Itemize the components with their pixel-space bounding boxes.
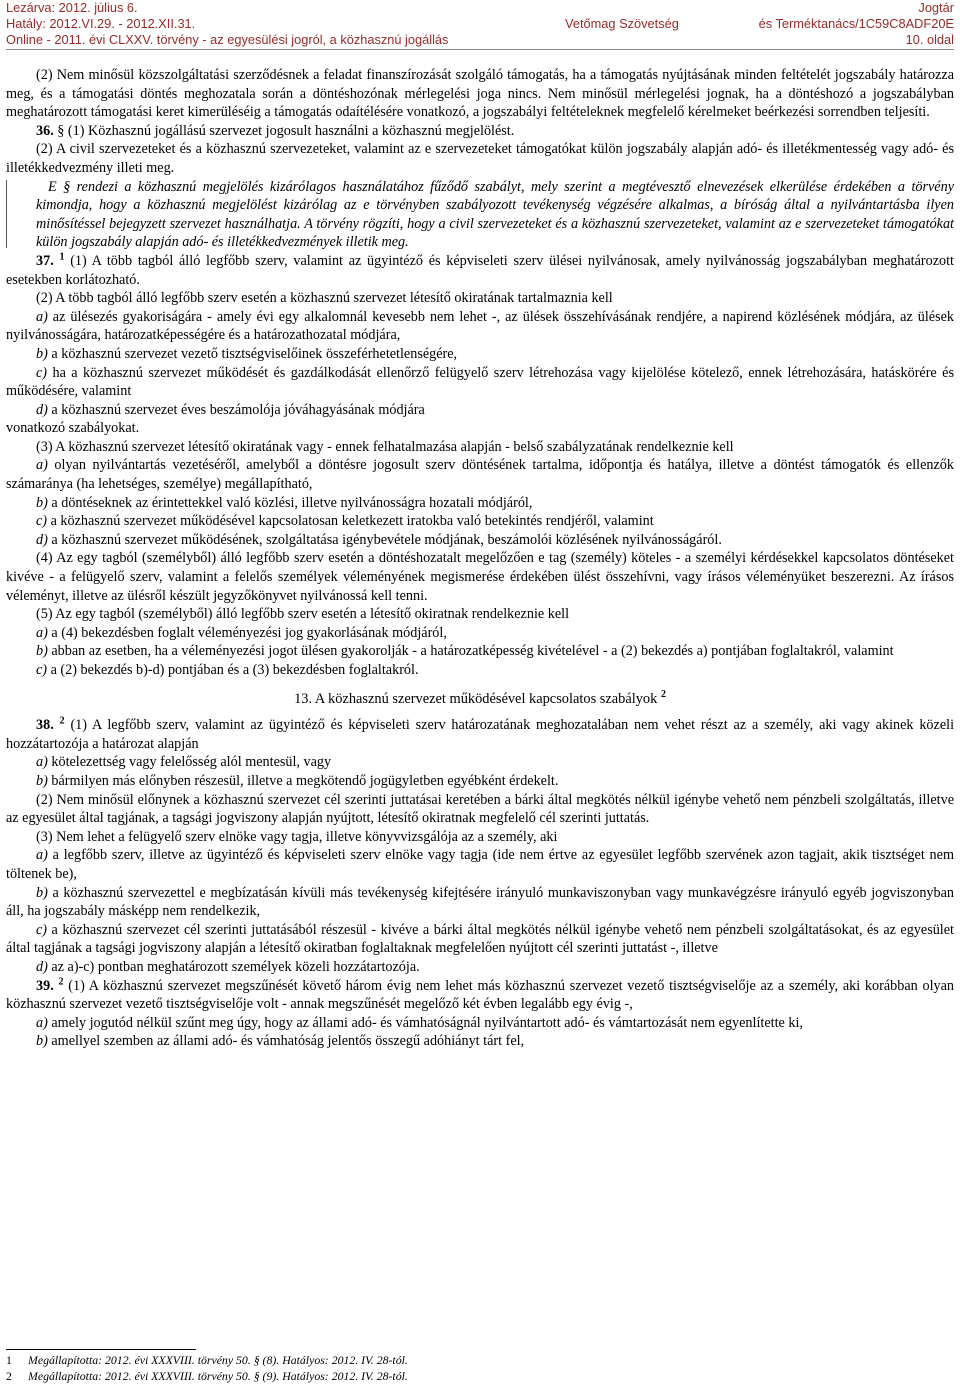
commentary-text: E § rendezi a közhasznú megjelölés kizárólagos használatához fűződő szabályt, mely szerint a megtévesztő elnevezések elkerülése érdekében a törvény kimondja, hogy a közhasznú megjelölést kizárólag az e törvényben szabályozott tevékenység végzésére alkalmas, a bíróság által a nyilvántartásba ilyen minősítéssel bejegyzett szervezet használhatja. A törvény rögzíti, hogy a civil szervezeteket és a közhasznú szervezeteket, valamint az e szervezeteket támogatókat külön jogszabály alapján adó- és illetékkedvezmények illetik meg. <box>36 178 954 251</box>
paragraph-text: (2) A civil szervezeteket és a közhasznú szervezeteket, valamint az e szervezeteket támogatókat külön jogszabály alapján adó- és illetékmentesség vagy adó- és illetékkedvezmény illeti meg. <box>6 141 954 176</box>
paragraph-text: abban az esetben, ha a véleményezési jogot ülésen gyakorolják - a határozatképesség kivételével - a (2) bekezdés a) pontjában foglaltakról, valamint <box>47 643 894 660</box>
paragraph-text: a közhasznú szervezet működésének, szolgáltatása igénybevétele módjának, beszámolói közlésének nyilvánosságáról. <box>47 531 722 548</box>
paragraph <box>6 921 954 958</box>
point-letter: a) <box>36 308 48 325</box>
paragraph <box>6 958 954 977</box>
paragraph-text: a döntéseknek az érintettekkel való közlési, illetve nyilvánosságra hozatali módjáról, <box>47 494 533 511</box>
document-body <box>6 66 954 1051</box>
paragraph <box>6 345 954 364</box>
section-heading-footnote-ref[interactable]: 2 <box>660 688 666 700</box>
header-right <box>714 0 954 50</box>
paragraph <box>6 289 954 308</box>
section-number: 37. <box>36 252 54 269</box>
point-letter: a) <box>36 1014 48 1031</box>
paragraph-text: (3) A közhasznú szervezet létesítő okiratának vagy - ennek felhatalmazása alapján - belső szabályzatának rendelkeznie kell <box>36 438 734 455</box>
footnote-text: Megállapította: 2012. évi XXXVIII. törvény 50. § (8). Hatályos: 2012. IV. 28-tól. <box>28 1353 408 1367</box>
paragraph-text: a (4) bekezdésben foglalt véleményezési jog gyakorlásának módjáról, <box>47 624 447 641</box>
paragraph-text: (5) Az egy tagból (személyből) álló legfőbb szerv esetén a létesítő okiratnak rendelkeznie kell <box>36 606 570 623</box>
footnote-ref[interactable]: 2 <box>59 715 65 727</box>
paragraph <box>6 531 954 550</box>
paragraph <box>6 605 954 624</box>
point-letter: a) <box>36 457 48 474</box>
paragraph <box>6 1032 954 1051</box>
paragraph <box>6 66 954 122</box>
paragraph <box>6 884 954 921</box>
paragraph <box>6 364 954 401</box>
point-letter: b) <box>36 494 48 511</box>
section-number: 38. <box>36 717 54 734</box>
paragraph <box>6 661 954 680</box>
point-letter: a) <box>36 624 48 641</box>
paragraph <box>6 791 954 828</box>
paragraph <box>6 846 954 883</box>
header-left <box>6 0 526 50</box>
paragraph-text: vonatkozó szabályokat. <box>6 420 140 437</box>
paragraph-text: (1) A közhasznú szervezet megszűnését követő három évig nem lehet más közhasznú szervezet vezető tisztségviselője az a személy, aki korábban olyan közhasznú szervezet vezető tisztségviselője volt - annak megszűnését megelőző két évben legalább egy évig -, <box>6 977 954 1013</box>
footnote-ref[interactable]: 1 <box>59 251 65 263</box>
paragraph-text: olyan nyilvántartás vezetéséről, amelyből a döntésre jogosult szerv döntésének tartalma, időpontja és hatálya, illetve a döntést támogatók és ellenzők számaránya (ha lehetséges, személye) megállapítható, <box>6 457 954 493</box>
paragraph <box>6 977 954 1014</box>
footnote-divider <box>6 1349 196 1350</box>
header-divider <box>6 49 954 50</box>
point-letter: d) <box>36 958 48 975</box>
paragraph-group-2 <box>6 252 954 680</box>
footnote-number: 2 <box>6 1369 12 1383</box>
paragraph-text: amellyel szemben az állami adó- és vámhatóság jelentős összegű adóhiányt tárt fel, <box>47 1033 525 1050</box>
commentary-note <box>6 178 954 252</box>
point-letter: c) <box>36 513 48 530</box>
paragraph-text: (2) Nem minősül előnynek a közhasznú szervezet cél szerinti juttatásai keretében a bárki által megkötés nélkül igénybe vehető nem pénzbeli szolgáltatás, illetve az egyesület által tagjának, a tagsági jogviszony alapján nyújtott, létesítő okiratnak megfelelő cél szerinti juttatás. <box>6 791 954 827</box>
paragraph-text: a közhasznú szervezet cél szerinti juttatásából részesül - kivéve a bárki által megkötés nélkül igénybe vehető nem pénzbeli szolgáltatásokat, és az egyesület által tagjának a tagsági jogviszony alapján a létesítő okiratban foglaltaknak megfelelően nyújtott cél szerinti juttatást -, illetve <box>6 921 954 957</box>
paragraph <box>6 772 954 791</box>
paragraph <box>6 401 954 420</box>
point-letter: b) <box>36 772 48 789</box>
paragraph <box>6 828 954 847</box>
section-heading-text: 13. A közhasznú szervezet működésével kapcsolatos szabályok <box>294 690 658 707</box>
section-heading <box>6 690 954 709</box>
paragraph <box>6 1014 954 1033</box>
paragraph-text: (4) Az egy tagból (személyből) álló legfőbb szerv esetén a döntéshozatalt megelőzően e tag (személy) köteles - a személyi kérdésekkel kapcsolatos döntéseket kivéve - a felügyelő szerv, valamint a felelős személyek véleményének megismerése érdekében ülést összehívni, vagy írásos véleményüket beszerezni. Az írásos véleményt, illetve az ülésről készült jegyzőkönyvet nyilvánossá kell tenni. <box>6 550 954 604</box>
commentary-bar <box>6 180 7 248</box>
paragraph-text: (2) A több tagból álló legfőbb szerv esetén a közhasznú szervezet létesítő okiratának tartalmaznia kell <box>36 290 613 307</box>
paragraph-text: a (2) bekezdés b)-d) pontjában és a (3) bekezdésben foglaltakról. <box>47 662 419 678</box>
point-letter: b) <box>36 643 48 660</box>
paragraph <box>6 494 954 513</box>
header-publisher: Jogtár <box>918 0 954 15</box>
point-letter: d) <box>36 531 48 548</box>
footnote-text: Megállapította: 2012. évi XXXVIII. törvény 50. § (9). Hatályos: 2012. IV. 28-tól. <box>28 1369 408 1383</box>
paragraph <box>6 642 954 661</box>
paragraph <box>6 419 954 438</box>
point-letter: c) <box>36 662 48 678</box>
point-letter: c) <box>36 921 48 938</box>
header-organization: Vetőmag Szövetség <box>565 16 679 31</box>
footnote <box>6 1368 408 1384</box>
point-letter: b) <box>36 884 48 901</box>
paragraph-text: ha a közhasznú szervezet működését és gazdálkodását ellenőrző felügyelő szerv létrehozása vagy kijelölése kötelező, ennek létrehozására, hatáskörére és működésére, valamint <box>6 364 954 400</box>
point-letter: a) <box>36 847 48 864</box>
paragraph <box>6 122 954 141</box>
paragraph <box>6 308 954 345</box>
paragraph <box>6 716 954 753</box>
paragraph-text: kötelezettség vagy felelősség alól mentesül, vagy <box>47 754 332 771</box>
paragraph-text: a közhasznú szervezettel e megbízatásán kívüli más tevékenység kifejtésére irányuló munkaviszonyban vagy munkavégzésre irányuló egyéb jogviszonyban áll, ha jogszabály másképp nem rendelkezik, <box>6 884 954 920</box>
paragraph-text: (3) Nem lehet a felügyelő szerv elnöke vagy tagja, illetve könyvvizsgálója az a személy, aki <box>36 828 558 845</box>
paragraph-text: (1) A több tagból álló legfőbb szerv, valamint az ügyintéző és képviseleti szerv ülései nyilvánosak, amely nyilvánosság jogszabályban meghatározott esetekben korlátozható. <box>6 252 954 288</box>
header-validity: Hatály: 2012.VI.29. - 2012.XII.31. <box>6 16 196 31</box>
point-letter: d) <box>36 401 48 418</box>
paragraph-text: a közhasznú szervezet vezető tisztségviselőinek összeférhetetlenségére, <box>47 345 458 362</box>
footnote-ref[interactable]: 2 <box>58 975 64 987</box>
paragraph-text: a közhasznú szervezet működésével kapcsolatosan keletkezett iratokba való betekintés rendjéről, valamint <box>47 513 654 530</box>
paragraph <box>6 512 954 531</box>
paragraph-text: amely jogutód nélkül szűnt meg úgy, hogy az állami adó- és vámhatóságnál nyilvántartott adó- és vámtartozását nem egyenlítette ki, <box>47 1014 803 1031</box>
paragraph <box>6 549 954 605</box>
point-letter: b) <box>36 1033 48 1050</box>
header-law-title: Online - 2011. évi CLXXV. törvény - az egyesülési jogról, a közhasznú jogállás <box>6 32 449 47</box>
paragraph <box>6 140 954 177</box>
paragraph-text: (1) A legfőbb szerv, valamint az ügyintéző és képviseleti szerv határozatának meghozatalában nem vehet részt az a személy, aki vagy akinek közeli hozzátartozója a határozat alapján <box>6 717 955 752</box>
paragraph-group-1 <box>6 66 954 178</box>
paragraph-group-3 <box>6 716 954 1051</box>
paragraph <box>6 438 954 457</box>
paragraph <box>6 624 954 643</box>
paragraph-text: § (1) Közhasznú jogállású szervezet jogosult használni a közhasznú megjelölést. <box>53 122 515 139</box>
paragraph-text: bármilyen más előnyben részesül, illetve a megkötendő jogügyletben egyébként érdekelt. <box>47 772 559 789</box>
paragraph-text: a legfőbb szerv, illetve az ügyintéző és képviseleti szerv elnöke vagy tagja (ide nem értve az egyesület legfőbb szervének azon tagjait, akik tisztséget nem töltenek be), <box>6 847 954 882</box>
header-document-id: és Terméktanács/1C59C8ADF20E <box>758 16 954 31</box>
point-letter: c) <box>36 364 48 381</box>
header-page-number: 10. oldal <box>905 32 954 47</box>
section-number: 36. <box>36 122 54 139</box>
point-letter: a) <box>36 754 48 771</box>
paragraph-text: az ülésezés gyakoriságára - amely évi egy alkalomnál kevesebb nem lehet -, az ülések összehívásának rendjére, a napirend közlésének módjára, az ülések nyilvánosságára, határozatképességére és a határozathozatal módjára, <box>6 308 954 344</box>
paragraph-text: a közhasznú szervezet éves beszámolója jóváhagyásának módjára <box>47 401 425 418</box>
paragraph-text: (2) Nem minősül közszolgáltatási szerződésnek a feladat finanszírozását szolgáló támogatás, ha a támogatás nyújtásának minden feltételét jogszabály határozza meg, és a támogatási döntés meghozatala során a döntéshozónak mérlegelési joga nincs. Nem minősül mérlegelési jognak, ha a döntéshozó a jogszabályban meghatározott támogatási keret kimerüléséig a támogatás odaítélésére vonatkozó, a jogszabályi feltételeknek megfelelő kérelmeket beérkezési sorrendben teljesíti. <box>6 67 954 121</box>
paragraph <box>6 252 954 289</box>
footnote <box>6 1352 408 1368</box>
paragraph <box>6 456 954 493</box>
header-closed-date: Lezárva: 2012. július 6. <box>6 0 138 15</box>
footnotes <box>6 1352 408 1384</box>
section-number: 39. <box>36 977 54 994</box>
footnote-number: 1 <box>6 1353 12 1367</box>
point-letter: b) <box>36 345 48 362</box>
paragraph-text: az a)-c) pontban meghatározott személyek közeli hozzátartozója. <box>47 958 420 975</box>
paragraph <box>6 753 954 772</box>
